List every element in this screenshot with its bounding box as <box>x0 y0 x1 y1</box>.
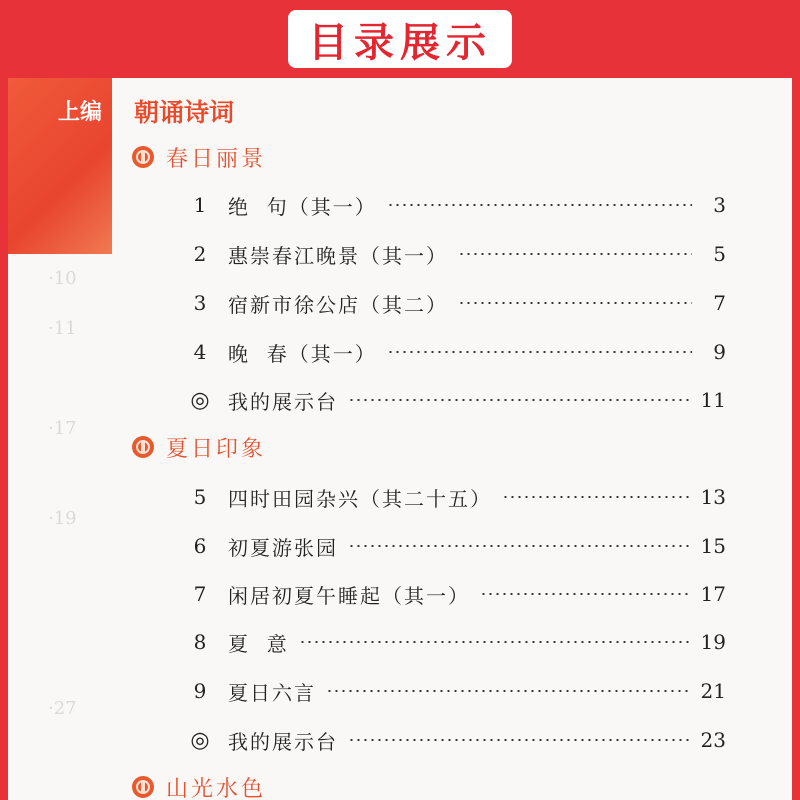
toc-entry[interactable] <box>178 288 726 318</box>
seal-icon <box>132 436 154 458</box>
leader-dots <box>348 399 691 401</box>
entry-page: 17 <box>700 582 726 606</box>
entry-title: 我的展示台 <box>228 729 338 754</box>
leader-dots <box>387 351 692 353</box>
leader-dots <box>348 739 691 741</box>
entry-title: 我的展示台 <box>228 389 338 414</box>
entry-page: 19 <box>700 630 726 654</box>
part-block <box>8 78 112 254</box>
bleed-through-text: ·19 <box>48 508 77 529</box>
part-title: 朝诵诗词 <box>134 98 235 127</box>
section-heading <box>132 432 266 462</box>
toc-entry[interactable] <box>178 627 726 657</box>
entry-number: 9 <box>193 679 207 703</box>
section-heading <box>132 142 266 172</box>
section-title: 山光水色 <box>166 776 267 800</box>
entry-title: 夏日六言 <box>228 680 316 705</box>
leader-dots <box>299 641 691 643</box>
leader-dots <box>387 204 692 206</box>
section-title: 春日丽景 <box>166 146 267 172</box>
toc-entry[interactable] <box>178 531 726 561</box>
double-circle-icon: ◎ <box>190 387 210 413</box>
entry-number: 6 <box>193 534 207 558</box>
toc-entry[interactable] <box>178 337 726 367</box>
entry-page: 3 <box>713 193 726 217</box>
leader-dots <box>348 545 691 547</box>
entry-number: 8 <box>193 630 207 654</box>
section-title: 夏日印象 <box>166 436 267 462</box>
leader-dots <box>502 496 691 498</box>
entry-number: 7 <box>193 582 207 606</box>
toc-page <box>8 78 792 800</box>
entry-title: 晚 春（其一） <box>228 341 377 366</box>
bleed-through-text: ·11 <box>48 318 77 339</box>
entry-title: 闲居初夏午睡起（其一） <box>228 583 470 608</box>
entry-title: 宿新市徐公店（其二） <box>228 292 448 317</box>
entry-number: 3 <box>193 291 207 315</box>
toc-entry[interactable] <box>178 579 726 609</box>
entry-title: 惠崇春江晚景（其一） <box>228 243 448 268</box>
bleed-through-text: ·27 <box>48 698 77 719</box>
entry-page: 13 <box>700 485 726 509</box>
toc-entry[interactable] <box>178 725 726 755</box>
entry-page: 9 <box>713 340 726 364</box>
leader-dots <box>326 690 691 692</box>
toc-entry[interactable] <box>178 482 726 512</box>
entry-number: 2 <box>193 242 207 266</box>
leader-dots <box>458 253 692 255</box>
entry-page: 23 <box>700 728 726 752</box>
double-circle-icon: ◎ <box>190 727 210 753</box>
bleed-through-text: ·17 <box>48 418 77 439</box>
entry-number: 5 <box>193 485 207 509</box>
toc-entry[interactable] <box>178 676 726 706</box>
entry-title: 四时田园杂兴（其二十五） <box>228 486 492 511</box>
entry-title: 夏 意 <box>228 631 289 656</box>
toc-entry[interactable] <box>178 239 726 269</box>
entry-number: 4 <box>193 340 207 364</box>
entry-page: 7 <box>713 291 726 315</box>
leader-dots <box>480 593 691 595</box>
entry-number: 1 <box>193 193 207 217</box>
entry-page: 21 <box>700 679 726 703</box>
seal-icon <box>132 776 154 798</box>
entry-title: 绝 句（其一） <box>228 194 377 219</box>
banner-title: 目录展示 <box>308 19 492 66</box>
entry-page: 15 <box>700 534 726 558</box>
section-heading <box>132 772 266 800</box>
leader-dots <box>458 302 692 304</box>
title-banner <box>288 10 512 68</box>
bleed-through-text: ·10 <box>48 268 77 289</box>
part-label: 上编 <box>58 100 103 125</box>
entry-page: 11 <box>700 388 726 412</box>
entry-title: 初夏游张园 <box>228 535 338 560</box>
entry-page: 5 <box>713 242 726 266</box>
toc-entry[interactable] <box>178 190 726 220</box>
toc-entry[interactable] <box>178 385 726 415</box>
seal-icon <box>132 146 154 168</box>
